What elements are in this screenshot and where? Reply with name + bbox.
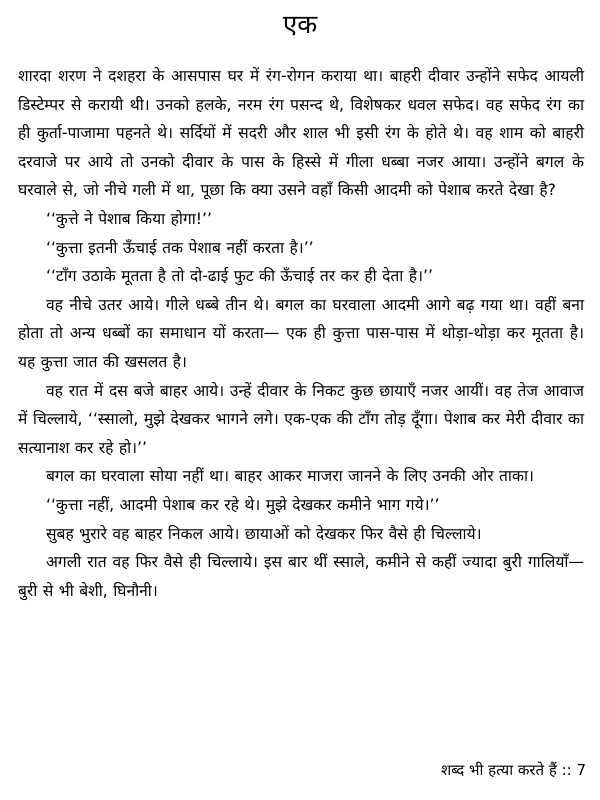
paragraph-5: वह नीचे उतर आये। गीले धब्बे तीन थे। बगल का घरवाला आदमी आगे बढ़ गया था। वहीं बना होता तो अन्य धब्बों का समाधान यों करता— एक ही कुत्ता पास-पास में थोड़ा-थोड़ा कर मूतता है। यह कुत्ता जात की खसलत है। — [18, 295, 584, 371]
paragraph-2: ‘‘कुत्ते ने पेशाब किया होगा!’’ — [46, 209, 212, 228]
chapter-title: एक — [282, 10, 318, 40]
paragraph-4: ‘‘टाँग उठाके मूतता है तो दो-ढाई फुट की ऊँचाई तर कर ही देता है।’’ — [46, 267, 433, 286]
paragraph-1: शारदा शरण ने दशहरा के आसपास घर में रंग-रोगन कराया था। बाहरी दीवार उन्होंने सफेद आयली डिस्टेम्पर से करायी थी। उनको हलके, नरम रंग पसन्द थे, विशेषकर धवल सफेद। वह सफेद रंग का ही कुर्ता-पाजामा पहनते थे। सर्दियों में सदरी और शाल भी इसी रंग के होते थे। वह शाम को बाहरी दरवाजे पर आये तो उनको दीवार के पास के हिस्से में गीला धब्बा नजर आया। उन्होंने बगल के घरवाले से, जो नीचे गली में था, पूछा कि क्या उसने वहाँ किसी आदमी को पेशाब करते देखा है? — [18, 67, 584, 200]
page-footer — [441, 758, 586, 782]
footer-separator: :: — [561, 761, 572, 779]
paragraph-10: अगली रात वह फिर वैसे ही चिल्लाये। इस बार थीं स्साले, कमीने से कहीं ज्यादा बुरी गालियाँ— बुरी से भी बेशी, घिनौनी। — [18, 553, 584, 600]
paragraph-8: ‘‘कुत्ता नहीं, आदमी पेशाब कर रहे थे। मुझे देखकर कमीने भाग गये।’’ — [46, 495, 440, 514]
page-number: 7 — [576, 761, 586, 779]
paragraph-9: सुबह भुरारे वह बाहर निकल आये। छायाओं को देखकर फिर वैसे ही चिल्लाये। — [46, 524, 482, 543]
footer-book-title: शब्द भी हत्या करते हैं — [441, 761, 557, 779]
paragraph-3: ‘‘कुत्ता इतनी ऊँचाई तक पेशाब नहीं करता है।’’ — [46, 238, 314, 257]
paragraph-6: वह रात में दस बजे बाहर आये। उन्हें दीवार के निकट कुछ छायाएँ नजर आयीं। वह तेज आवाज में चिल्लाये, ‘‘स्सालो, मुझे देखकर भागने लगे। एक-एक की टाँग तोड़ दूँगा। पेशाब कर मेरी दीवार का सत्यानाश कर रहे हो।’’ — [18, 381, 584, 457]
paragraph-7: बगल का घरवाला सोया नहीं था। बाहर आकर माजरा जानने के लिए उनकी ओर ताका। — [46, 467, 534, 486]
chapter-body — [18, 62, 584, 605]
